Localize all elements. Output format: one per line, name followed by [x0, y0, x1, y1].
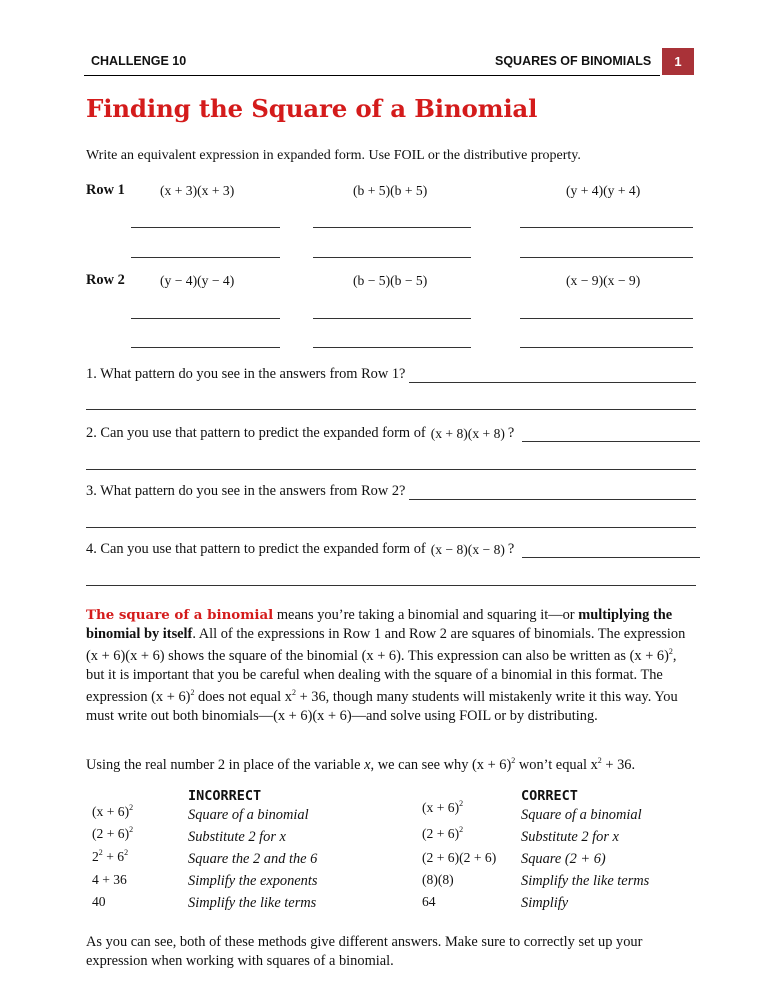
question-4-mark: ?	[507, 541, 515, 557]
answer-blank[interactable]	[520, 347, 693, 348]
answer-blank[interactable]	[409, 485, 696, 500]
answer-blank[interactable]	[520, 257, 693, 258]
answer-blank[interactable]	[86, 469, 696, 470]
correct-step-1-note: Square of a binomial	[521, 807, 642, 823]
correct-step-1-expr: $(x + 6)^2$	[422, 799, 464, 815]
incorrect-step-3-expr: $2^2 + 6^2$	[92, 848, 129, 864]
incorrect-step-1-note: Square of a binomial	[188, 807, 309, 823]
answer-blank[interactable]	[86, 409, 696, 410]
incorrect-step-3-note: Square the 2 and the 6	[188, 851, 318, 867]
row2-expr-2: (b − 5)(b − 5)	[353, 273, 428, 288]
correct-step-2-note: Substitute 2 for x	[521, 829, 619, 845]
question-2-text: 2. Can you use that pattern to predict the expanded form of	[86, 425, 426, 441]
correct-step-5-note: Simplify	[521, 895, 569, 911]
question-4-expr: (x − 8)(x − 8)	[430, 542, 505, 557]
row2-label: Row 2	[86, 272, 125, 288]
question-3-text: 3. What pattern do you see in the answers from Row 2?	[86, 483, 406, 499]
question-4-text: 4. Can you use that pattern to predict the expanded form of	[86, 541, 426, 557]
header-topic: SQUARES OF BINOMIALS	[495, 54, 652, 68]
question-2-mark: ?	[507, 425, 515, 441]
incorrect-step-5-expr: 40	[92, 894, 106, 909]
answer-blank[interactable]	[522, 543, 700, 558]
row1-expr-1: (x + 3)(x + 3)	[160, 183, 235, 198]
answer-blank[interactable]	[86, 527, 696, 528]
answer-blank[interactable]	[520, 318, 693, 319]
page-title: Finding the Square of a Binomial	[86, 94, 538, 123]
correct-step-2-expr: $(2 + 6)^2$	[422, 825, 464, 841]
answer-blank[interactable]	[409, 368, 696, 383]
instructions: Write an equivalent expression in expanded form. Use FOIL or the distributive property.	[86, 148, 581, 163]
incorrect-step-1-expr: $(x + 6)^2$	[92, 803, 134, 819]
row1-expr-2: (b + 5)(b + 5)	[353, 183, 428, 198]
question-4	[86, 541, 700, 558]
row2-expr-1: (y − 4)(y − 4)	[160, 273, 235, 288]
substitution-intro: Using the real number 2 in place of the variable x, we can see why $(x + 6)^2$ won’t equal $x^2 + 36$.	[86, 756, 636, 773]
correct-step-3-note: Square (2 + 6)	[521, 851, 606, 867]
answer-blank[interactable]	[522, 427, 700, 442]
closing-paragraph: As you can see, both of these methods give different answers. Make sure to correctly set up your expression when working with squares of a binomial.	[86, 934, 643, 969]
correct-step-4-expr: (8)(8)	[422, 872, 454, 887]
incorrect-heading: INCORRECT	[188, 788, 262, 804]
row1-label: Row 1	[86, 182, 125, 198]
answer-blank[interactable]	[313, 257, 471, 258]
question-2-expr: (x + 8)(x + 8)	[430, 426, 505, 441]
incorrect-step-4-note: Simplify the exponents	[188, 873, 318, 889]
answer-blank[interactable]	[131, 227, 280, 228]
answer-blank[interactable]	[131, 257, 280, 258]
answer-blank[interactable]	[520, 227, 693, 228]
answer-blank[interactable]	[313, 318, 471, 319]
incorrect-step-4-expr: 4 + 36	[92, 872, 127, 887]
incorrect-step-2-note: Substitute 2 for x	[188, 829, 286, 845]
answer-blank[interactable]	[313, 227, 471, 228]
key-phrase: multiplying the binomial by itself	[86, 607, 673, 642]
answer-blank[interactable]	[86, 585, 696, 586]
correct-step-3-expr: (2 + 6)(2 + 6)	[422, 850, 497, 865]
header-rule	[84, 75, 660, 76]
header-challenge: CHALLENGE 10	[91, 54, 187, 68]
correct-heading: CORRECT	[521, 788, 578, 804]
incorrect-step-5-note: Simplify the like terms	[188, 895, 317, 911]
question-1-text: 1. What pattern do you see in the answers from Row 1?	[86, 366, 406, 382]
incorrect-step-2-expr: $(2 + 6)^2$	[92, 825, 134, 841]
page-number: 1	[662, 48, 694, 75]
answer-blank[interactable]	[313, 347, 471, 348]
explanation-paragraph: The square of a binomial means you’re taking a binomial and squaring it—or multiplying the binomial by itself. All of the expressions in Row 1 and Row 2 are squares of binomials. The expression (x + 6)(x + 6) shows the square of the binomial (x + 6). This expression can also be written as $(x + 6)^2$, but it is important that you be careful when dealing with the square of a binomial in this format. The expression $(x + 6)^2$ does not equal $x^2 + 36$, though many students will mistakenly write it this way. You must write out both binomials—(x + 6)(x + 6)—and solve using FOIL or by distributing.	[86, 607, 686, 724]
key-term: The square of a binomial	[86, 607, 274, 623]
answer-blank[interactable]	[131, 318, 280, 319]
row1-expr-3: (y + 4)(y + 4)	[566, 183, 641, 198]
correct-step-4-note: Simplify the like terms	[521, 873, 650, 889]
answer-blank[interactable]	[131, 347, 280, 348]
row2-expr-3: (x − 9)(x − 9)	[566, 273, 641, 288]
question-2	[86, 425, 700, 442]
correct-step-5-expr: 64	[422, 894, 436, 909]
question-1	[86, 366, 696, 383]
question-3	[86, 483, 696, 500]
